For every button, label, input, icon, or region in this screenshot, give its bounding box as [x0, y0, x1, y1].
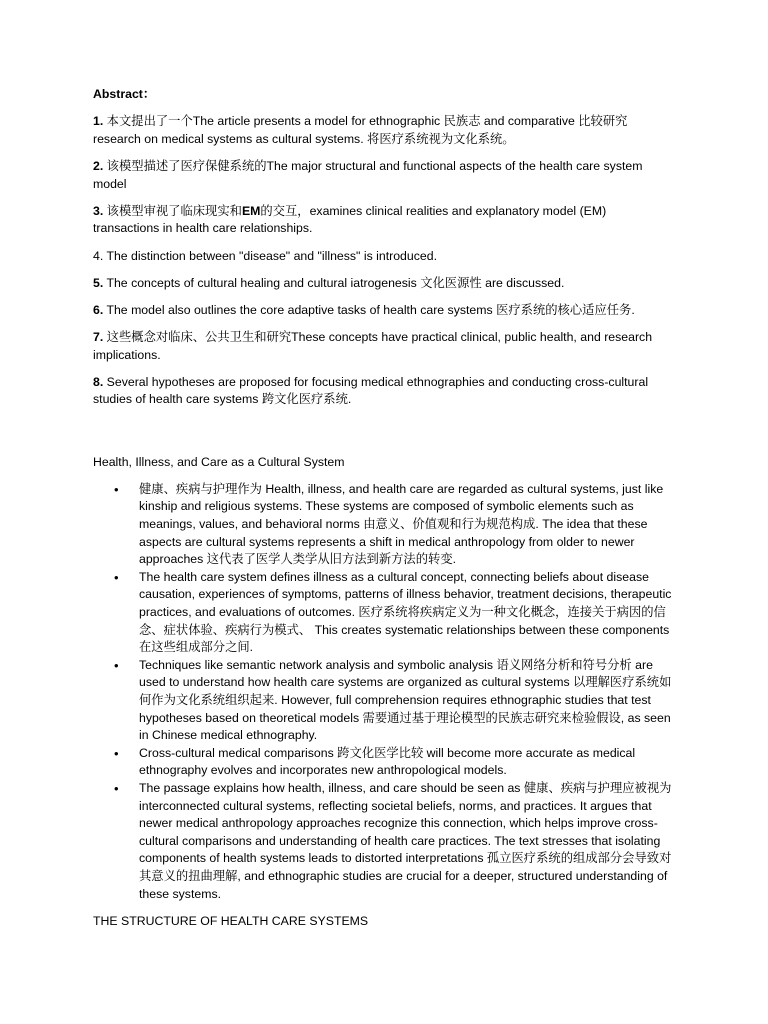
blank-spacer	[93, 419, 672, 454]
abstract-item-8	[93, 374, 672, 409]
abstract-item-text: 这些概念对临床、公共卫生和研究These concepts have practical clinical, public health, and research implications.	[93, 330, 653, 362]
abstract-title: Abstract：	[93, 87, 156, 101]
abstract-item-text: 该模型描述了医疗保健系统的The major structural and functional aspects of the health care system model	[93, 158, 643, 191]
abstract-item-text: Several hypotheses are proposed for focusing medical ethnographies and conducting cross-cultural studies of health care systems 跨文化医疗系统.	[93, 374, 649, 407]
abstract-item-text-after: 的交互，examines clinical realities and explanatory model (EM) transactions in health care relationships.	[93, 203, 607, 236]
abstract-item-bold-term: EM	[241, 203, 261, 218]
abstract-item-1	[93, 113, 672, 148]
abstract-item-7	[93, 329, 672, 364]
section-heading-structure: THE STRUCTURE OF HEALTH CARE SYSTEMS	[93, 913, 369, 928]
list-item: • 健康、疾病与护理作为 Health, illness, and health care are regarded as cultural systems, just like kinship and religious systems. These systems are composed of symbolic elements such as meanings, values, and behavioral norms 由意义、价值观和行为规范构成. The idea that these aspects are cultural systems represents a shift in medical anthropology from older to newer approaches 这代表了医学人类学从旧方法到新方法的转变.	[93, 481, 672, 569]
abstract-item-4	[93, 248, 672, 266]
list-item: • Cross-cultural medical comparisons 跨文化医学比较 will become more accurate as medical ethnography evolves and incorporates new anthropological models.	[93, 745, 672, 780]
abstract-item-text: The model also outlines the core adaptive tasks of health care systems 医疗系统的核心适应任务.	[103, 302, 635, 317]
abstract-item-number: 2.	[93, 158, 104, 173]
abstract-item-text: 本文提出了一个The article presents a model for ethnographic 民族志 and comparative 比较研究 research on medical systems as cultural systems. 将医疗系统视为文化系统。	[93, 114, 628, 146]
abstract-item-5	[93, 275, 672, 293]
list-item: • The passage explains how health, illness, and care should be seen as 健康、疾病与护理应被视为 interconnected cultural systems, reflecting societal beliefs, norms, and practices. It argues that newer medical anthropology approaches recognize this connection, which helps improve cross-cultural comparisons and understanding of health care practices. The text stresses that isolating components of health systems leads to distorted interpretations 孤立医疗系统的组成部分会导致对其意义的扭曲理解, and ethnographic studies are crucial for a deeper, structured understanding of these systems.	[93, 780, 672, 903]
abstract-item-6	[93, 302, 672, 320]
abstract-item-number: 7.	[93, 330, 104, 345]
abstract-item-number: 5.	[93, 275, 104, 290]
abstract-item-number: 3.	[93, 203, 104, 218]
abstract-item-number: 1.	[93, 114, 104, 129]
abstract-item-text: The concepts of cultural healing and cultural iatrogenesis 文化医源性 are discussed.	[103, 275, 565, 290]
abstract-item-number: 6.	[93, 302, 104, 317]
bullet-list	[93, 481, 672, 903]
abstract-item-text: 该模型审视了临床现实和	[103, 203, 242, 218]
section-heading-cultural-system: Health, Illness, and Care as a Cultural System	[93, 454, 345, 469]
abstract-item-2	[93, 158, 672, 193]
abstract-item-number: 8.	[93, 374, 104, 389]
abstract-item-3	[93, 203, 672, 238]
abstract-item-text: 4. The distinction between "disease" and "illness" is introduced.	[93, 248, 437, 263]
list-item: • The health care system defines illness as a cultural concept, connecting beliefs about disease causation, experiences of symptoms, patterns of illness behavior, treatment decisions, therapeutic practices, and evaluations of outcomes. 医疗系统将疾病定义为一种文化概念，连接关于病因的信念、症状体验、疾病行为模式、 This creates systematic relationships between these components 在这些组成部分之间.	[93, 569, 672, 657]
list-item: • Techniques like semantic network analysis and symbolic analysis 语义网络分析和符号分析 are used to understand how health care systems are organized as cultural systems 以理解医疗系统如何作为文化系统组织起来. However, full comprehension requires ethnographic studies that test hypotheses based on theoretical models 需要通过基于理论模型的民族志研究来检验假设, as seen in Chinese medical ethnography.	[93, 657, 672, 745]
